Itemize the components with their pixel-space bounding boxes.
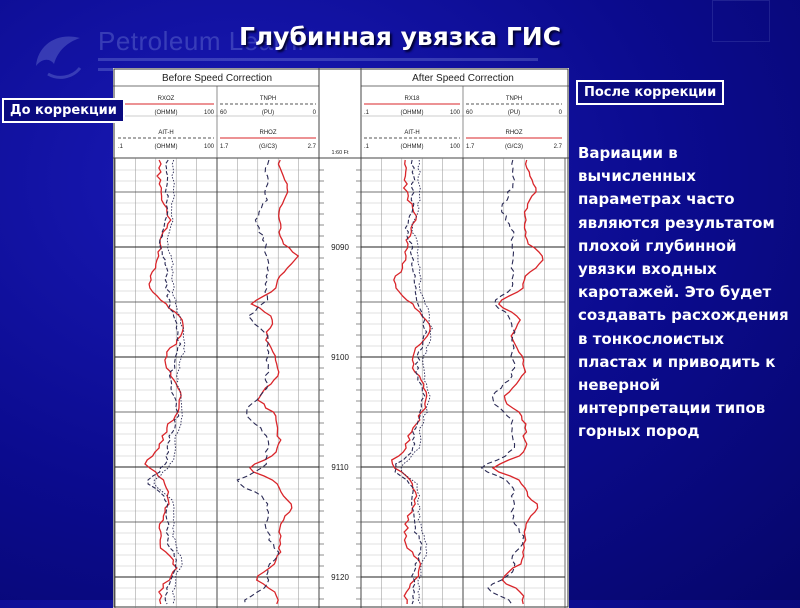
well-log-svg (113, 68, 569, 608)
depth-label: 9100 (331, 353, 349, 362)
scale-left: 60 (220, 110, 227, 116)
curve-unit: (OHMM) (400, 144, 424, 150)
ait-deep-curve (154, 160, 185, 604)
scale-left: .1 (118, 144, 124, 150)
curve-name: AIT-H (404, 130, 420, 136)
watermark-line (98, 58, 538, 61)
scale-right: 2.7 (553, 144, 562, 150)
curve-name: RHOZ (505, 130, 523, 136)
curve-name: RX18 (404, 96, 420, 102)
curve-unit: (G/C3) (505, 144, 523, 150)
curve-unit: (OHMM) (154, 110, 178, 116)
label-before-correction: До коррекции (2, 98, 125, 123)
scale-left: .1 (364, 110, 370, 116)
slide-title: Глубинная увязка ГИС (238, 22, 562, 51)
before-title: Before Speed Correction (161, 73, 273, 84)
scale-right: 0 (558, 110, 562, 116)
scale-right: 100 (449, 144, 460, 150)
density-curve (250, 160, 298, 604)
well-log-figure (113, 68, 569, 608)
scale-left: 60 (466, 110, 473, 116)
scale-right: 2.7 (307, 144, 316, 150)
depth-label: 9090 (331, 243, 349, 252)
curve-unit: (G/C3) (259, 144, 277, 150)
curve-unit: (PU) (261, 110, 275, 116)
curve-name: TNPH (505, 96, 523, 102)
scale-right: 0 (312, 110, 316, 116)
curve-unit: (OHMM) (400, 110, 424, 116)
scale-left: 1.7 (220, 144, 229, 150)
curve-unit: (PU) (507, 110, 521, 116)
depth-label: 9120 (331, 573, 349, 582)
depth-label: 9110 (331, 463, 349, 472)
label-after-correction: После коррекции (576, 80, 724, 105)
curve-name: TNPH (259, 96, 277, 102)
curve-name: AIT-H (158, 130, 174, 136)
scale-right: 100 (203, 144, 214, 150)
density-curve (493, 160, 543, 604)
curve-unit: (OHMM) (154, 144, 178, 150)
resistivity-curve (392, 160, 431, 604)
description-text: Вариации в вычисленных параметрах часто являются результатом плохой глубинной увязки входных каротажей. Это будет создавать расхождения в тонкослоистых пластах и приводить к неверной интерпретации типов горных пород (578, 144, 789, 441)
after-title: After Speed Correction (412, 73, 514, 84)
curve-name: RXOZ (157, 96, 175, 102)
curve-name: RHOZ (259, 130, 277, 136)
scale-right: 100 (203, 110, 214, 116)
depth-scale: 1:60 Ft (331, 150, 349, 156)
watermark-text: Petroleum Learni (98, 26, 304, 56)
scale-right: 100 (449, 110, 460, 116)
scale-left: .1 (364, 144, 370, 150)
scale-left: 1.7 (466, 144, 475, 150)
